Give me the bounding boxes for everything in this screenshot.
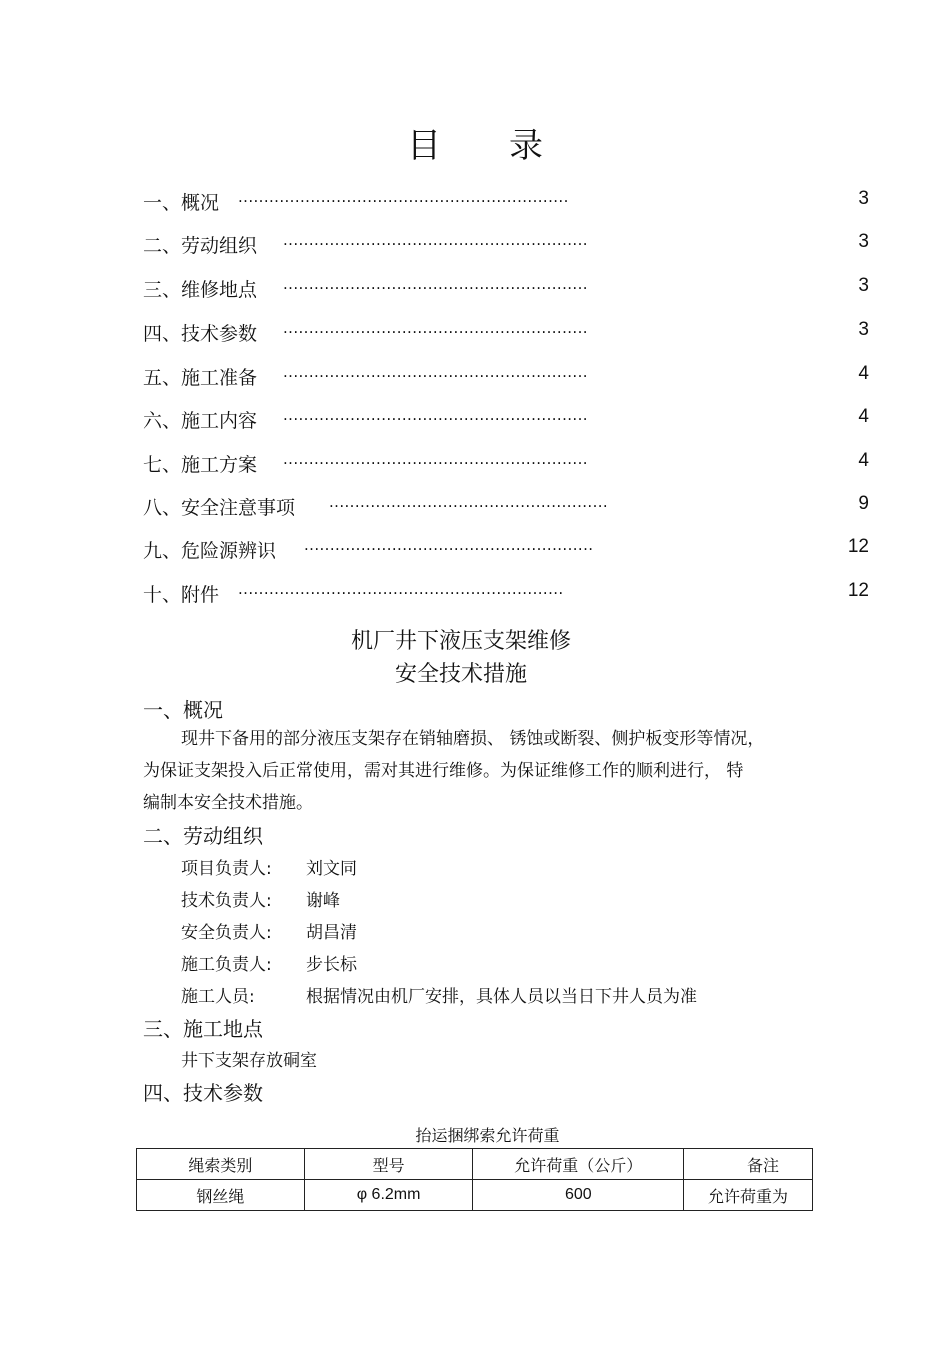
document-title-line-2: 安全技术措施 <box>394 662 527 687</box>
toc-page-number: 3 <box>858 188 869 209</box>
toc-leader-dots: ........................................................... <box>283 319 588 337</box>
toc-page-number: 12 <box>847 536 869 557</box>
staff-name: 步长标 <box>306 955 357 975</box>
toc-entry[interactable] <box>143 275 869 303</box>
toc-page-number: 3 <box>858 231 869 252</box>
toc-leader-dots: ........................................................... <box>283 231 588 249</box>
toc-leader-dots: ........................................................ <box>304 536 594 554</box>
staff-role: 施工人员: <box>181 987 255 1007</box>
table-caption: 抬运捆绑索允许荷重 <box>415 1126 560 1145</box>
toc-leader-dots: ...................................................... <box>329 493 609 511</box>
toc-page-number: 4 <box>858 363 869 384</box>
toc-title-char-1: 目 <box>407 126 441 166</box>
toc-entry-label: 三、维修地点 <box>143 279 258 301</box>
staff-name: 谢峰 <box>306 891 340 911</box>
toc-page-number: 3 <box>858 275 869 296</box>
toc-entry[interactable] <box>143 450 869 478</box>
staff-name: 根据情况由机厂安排，具体人员以当日下井人员为准 <box>306 987 697 1007</box>
toc-entry-label: 八、安全注意事项 <box>143 497 296 519</box>
toc-page-number: 3 <box>858 319 869 340</box>
toc-title <box>0 118 950 167</box>
table-header-cell: 允许荷重（公斤） <box>473 1149 684 1180</box>
overview-line-3: 编制本安全技术措施。 <box>143 793 313 813</box>
staff-role: 安全负责人: <box>181 923 272 943</box>
table-row <box>137 1180 813 1211</box>
section-heading-technical: 四、技术参数 <box>143 1081 263 1105</box>
toc-entry[interactable] <box>143 188 869 216</box>
table-cell: 允许荷重为 <box>684 1180 813 1211</box>
table-cell: 钢丝绳 <box>137 1180 305 1211</box>
toc-entry[interactable] <box>143 536 869 564</box>
section-heading-labor: 二、劳动组织 <box>143 824 263 848</box>
toc-leader-dots: ............................................................... <box>238 580 564 598</box>
toc-title-char-2: 录 <box>509 126 543 166</box>
staff-role: 项目负责人: <box>181 859 272 879</box>
toc-entry[interactable] <box>143 493 869 521</box>
toc-page-number: 4 <box>858 406 869 427</box>
toc-page-number: 4 <box>858 450 869 471</box>
location-text: 井下支架存放硐室 <box>181 1051 317 1071</box>
toc-entry[interactable] <box>143 363 869 391</box>
section-heading-location: 三、施工地点 <box>143 1017 263 1041</box>
toc-entry[interactable] <box>143 319 869 347</box>
overview-paragraph <box>143 723 813 819</box>
table-cell: 600 <box>473 1180 684 1211</box>
table-header-cell: 绳索类别 <box>137 1149 305 1180</box>
section-heading-overview: 一、概况 <box>143 698 223 722</box>
toc-entry[interactable] <box>143 231 869 259</box>
toc-entry[interactable] <box>143 406 869 434</box>
rope-load-table <box>136 1148 813 1211</box>
toc-leader-dots: ................................................................ <box>238 188 569 206</box>
toc-leader-dots: ........................................................... <box>283 450 588 468</box>
staff-role: 技术负责人: <box>181 891 272 911</box>
toc-leader-dots: ........................................................... <box>283 363 588 381</box>
staff-name: 胡昌清 <box>306 923 357 943</box>
toc-entry-label: 六、施工内容 <box>143 410 258 432</box>
overview-line-1: 现井下备用的部分液压支架存在销轴磨损、 锈蚀或断裂、侧护板变形等情况， <box>181 729 765 749</box>
toc-entry-label: 五、施工准备 <box>143 367 258 389</box>
table-header-cell: 型号 <box>304 1149 473 1180</box>
toc-entry-label: 七、施工方案 <box>143 454 258 476</box>
table-header-cell: 备注 <box>684 1149 813 1180</box>
document-title-line-1: 机厂井下液压支架维修 <box>350 629 571 654</box>
toc-entry-label: 二、劳动组织 <box>143 235 258 257</box>
toc-leader-dots: ........................................................... <box>283 406 588 424</box>
toc-page-number: 9 <box>858 493 869 514</box>
overview-line-2: 为保证支架投入后正常使用，需对其进行维修。为保证维修工作的顺利进行， 特 <box>143 761 744 781</box>
toc-entry[interactable] <box>143 580 869 608</box>
toc-page-number: 12 <box>847 580 869 601</box>
table-header-row <box>137 1149 813 1180</box>
toc-entry-label: 四、技术参数 <box>143 323 258 345</box>
table-cell: φ 6.2mm <box>304 1180 473 1211</box>
toc-entry-label: 一、概况 <box>143 192 220 214</box>
staff-role: 施工负责人: <box>181 955 272 975</box>
toc-entry-label: 九、危险源辨识 <box>143 540 277 562</box>
toc-entry-label: 十、附件 <box>143 584 220 606</box>
toc-leader-dots: ........................................................... <box>283 275 588 293</box>
staff-name: 刘文同 <box>306 859 357 879</box>
